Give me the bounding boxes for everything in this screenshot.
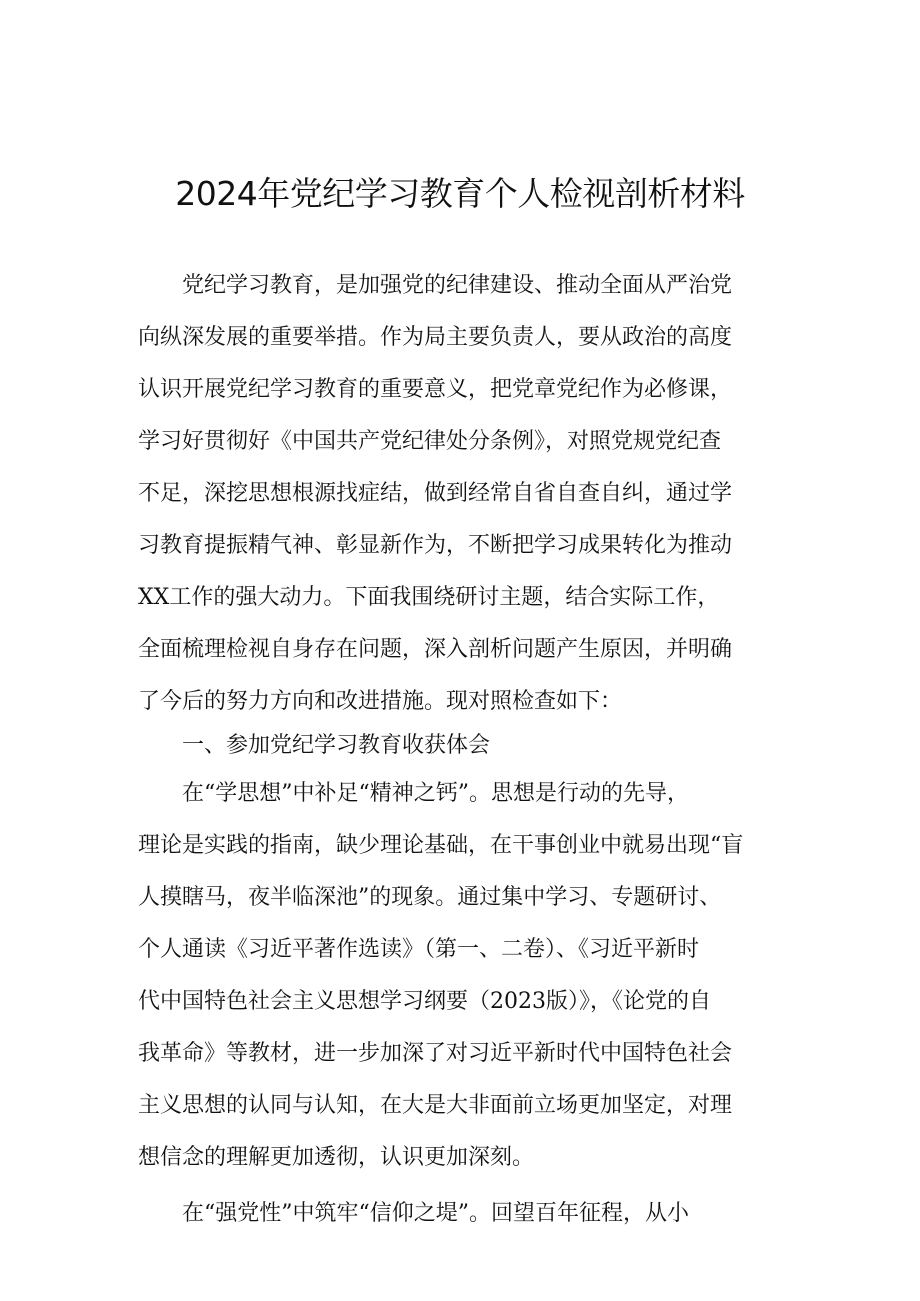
document-title: 2024年党纪学习教育个人检视剖析材料 bbox=[175, 174, 745, 213]
section-heading: 一、参加党纪学习教育收获体会 bbox=[138, 733, 491, 758]
paragraph-line: 不足，深挖思想根源找症结，做到经常自省自查自纠，通过学 bbox=[138, 481, 733, 506]
paragraph-line: XX工作的强大动力。下面我围绕研讨主题，结合实际工作， bbox=[138, 585, 720, 610]
paragraph-line: 习教育提振精气神、彰显新作为，不断把学习成果转化为推动 bbox=[138, 533, 733, 558]
paragraph-line: 人摸瞎马，夜半临深池”的现象。通过集中学习、专题研讨、 bbox=[138, 885, 722, 910]
paragraph-line: 学习好贯彻好《中国共产党纪律处分条例》，对照党规党纪查 bbox=[138, 429, 722, 454]
paragraph-line: 党纪学习教育，是加强党的纪律建设、推动全面从严治党 bbox=[138, 273, 733, 298]
paragraph-line: 向纵深发展的重要举措。作为局主要负责人，要从政治的高度 bbox=[138, 325, 733, 350]
paragraph-line: 个人通读《习近平著作选读》（第一、二卷）、《习近平新时 bbox=[138, 937, 700, 962]
paragraph-line: 认识开展党纪学习教育的重要意义，把党章党纪作为必修课， bbox=[138, 377, 733, 402]
paragraph-line: 理论是实践的指南，缺少理论基础，在干事创业中就易出现“盲 bbox=[138, 833, 744, 858]
paragraph-line: 我革命》等教材，进一步加深了对习近平新时代中国特色社会 bbox=[138, 1041, 733, 1066]
paragraph-line: 主义思想的认同与认知，在大是大非面前立场更加坚定，对理 bbox=[138, 1093, 733, 1118]
paragraph-line: 在“学思想”中补足“精神之钙”。思想是行动的先导， bbox=[138, 781, 689, 806]
paragraph-line: 代中国特色社会主义思想学习纲要（2023版）》，《论党的自 bbox=[138, 989, 711, 1014]
paragraph-line: 想信念的理解更加透彻，认识更加深刻。 bbox=[138, 1145, 535, 1170]
paragraph-line: 在“强党性”中筑牢“信仰之堤”。回望百年征程，从小 bbox=[138, 1201, 689, 1226]
paragraph-line: 了今后的努力方向和改进措施。现对照检查如下： bbox=[138, 689, 623, 714]
paragraph-line: 全面梳理检视自身存在问题，深入剖析问题产生原因，并明确 bbox=[138, 637, 733, 662]
